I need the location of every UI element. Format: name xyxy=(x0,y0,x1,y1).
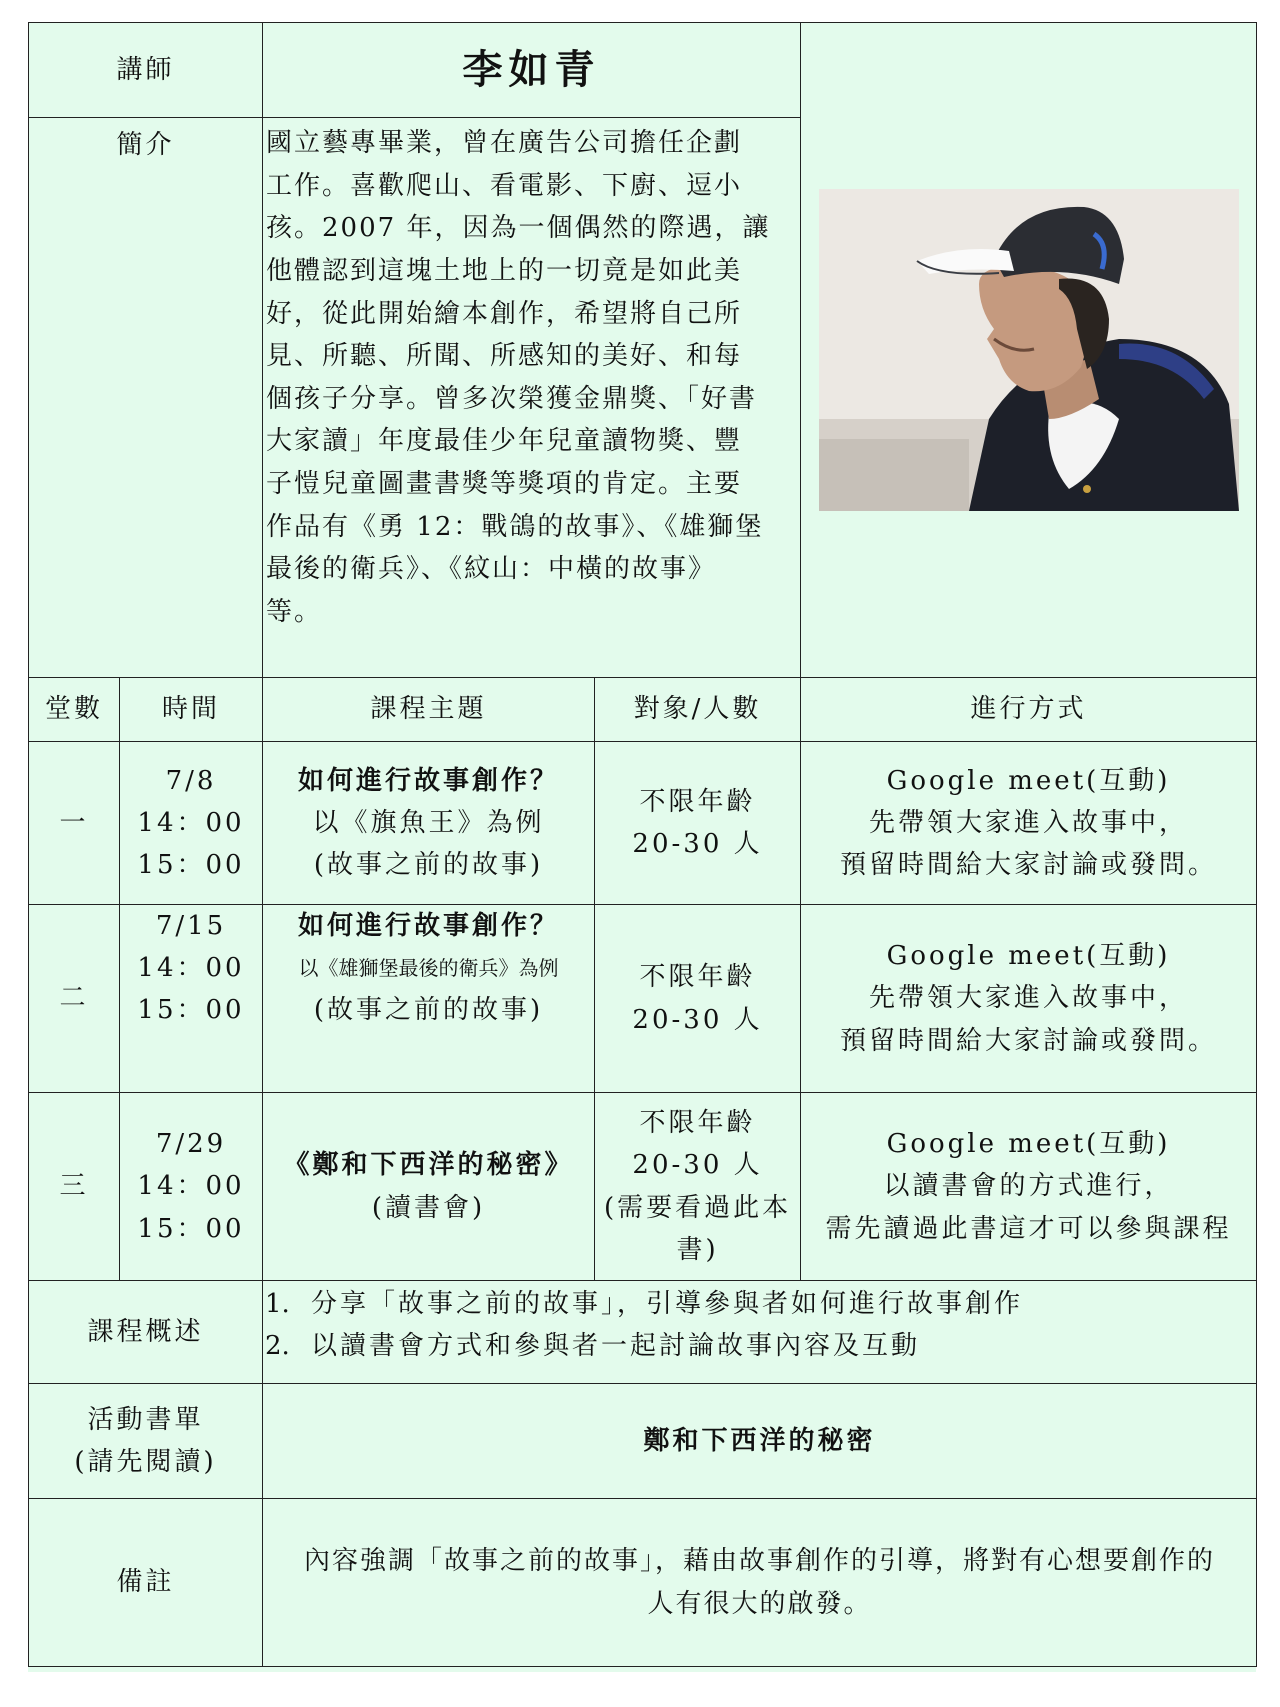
overview-label: 課程概述 xyxy=(29,1281,263,1384)
course-info-sheet xyxy=(28,22,1256,1672)
session-number: 三 xyxy=(29,1093,120,1281)
audience-line: 書) xyxy=(676,1234,719,1265)
session-number: 一 xyxy=(29,742,120,905)
session-time xyxy=(120,905,263,1093)
audience-line: 不限年齡 xyxy=(639,962,756,993)
topic-title: 《鄭和下西洋的秘密》 xyxy=(283,1150,574,1181)
session-time xyxy=(120,1093,263,1281)
session-start: 14：00 xyxy=(137,807,245,838)
session-topic xyxy=(263,1093,595,1281)
bio-line: 好，從此開始繪本創作，希望將自己所 xyxy=(266,298,743,329)
bio-line: 子愷兒童圖畫書獎等獎項的肯定。主要 xyxy=(266,469,743,499)
topic-title: 如何進行故事創作？ xyxy=(298,765,560,796)
audience-line: 20-30 人 xyxy=(632,829,763,859)
remarks-line: 人有很大的啟發。 xyxy=(647,1588,872,1619)
bio-line: 他體認到這塊土地上的一切竟是如此美 xyxy=(266,255,743,286)
session-method xyxy=(801,905,1257,1093)
booklist-title: 鄭和下西洋的秘密 xyxy=(263,1384,1257,1499)
header-topic: 課程主題 xyxy=(263,678,595,742)
session-start: 14：00 xyxy=(137,1171,245,1202)
topic-example: 以《雄獅堡最後的衛兵》為例 xyxy=(298,956,559,981)
course-table xyxy=(28,22,1257,1667)
bio-line: 作品有《勇 12：戰鴿的故事》、《雄獅堡 xyxy=(266,511,764,542)
remarks-text xyxy=(263,1499,1257,1667)
bio-line: 見、所聽、所聞、所感知的美好、和每 xyxy=(266,341,743,372)
method-line: 以讀書會的方式進行， xyxy=(883,1171,1174,1202)
list-item-number: 2. xyxy=(265,1331,290,1362)
method-line: Google meet(互動) xyxy=(886,941,1171,972)
header-time: 時間 xyxy=(120,678,263,742)
audience-line: (需要看過此本 xyxy=(603,1192,792,1223)
method-line: 先帶領大家進入故事中， xyxy=(869,807,1189,838)
list-item-number: 1. xyxy=(265,1289,290,1319)
table-row xyxy=(29,905,1257,1093)
method-line: 需先讀過此書這才可以參與課程 xyxy=(825,1213,1232,1244)
booklist-label-line2: (請先閱讀) xyxy=(74,1447,217,1477)
instructor-photo-cell xyxy=(801,23,1257,678)
table-row xyxy=(29,742,1257,905)
session-date: 7/29 xyxy=(155,1129,227,1160)
remarks-line: 內容強調「故事之前的故事」，藉由故事創作的引導，將對有心想要創作的 xyxy=(304,1546,1216,1577)
session-end: 15：00 xyxy=(137,1213,245,1244)
booklist-label-line1: 活動書單 xyxy=(87,1404,204,1435)
topic-note: (讀書會) xyxy=(371,1192,486,1223)
instructor-photo xyxy=(819,189,1239,511)
bio-line: 工作。喜歡爬山、看電影、下廚、逗小 xyxy=(266,170,743,201)
bio-text xyxy=(263,118,801,678)
instructor-name: 李如青 xyxy=(263,23,801,118)
list-item xyxy=(263,1283,1256,1325)
session-audience xyxy=(595,742,801,905)
method-line: 預留時間給大家討論或發問。 xyxy=(840,850,1218,881)
method-line: Google meet(互動) xyxy=(886,1129,1171,1160)
method-line: Google meet(互動) xyxy=(886,765,1171,796)
session-audience xyxy=(595,905,801,1093)
list-item-text: 分享「故事之前的故事」，引導參與者如何進行故事創作 xyxy=(311,1289,1024,1319)
topic-note: (故事之前的故事) xyxy=(313,850,544,881)
topic-title: 如何進行故事創作？ xyxy=(298,911,560,941)
bio-line: 個孩子分享。曾多次榮獲金鼎獎、「好書 xyxy=(266,383,758,414)
session-method xyxy=(801,1093,1257,1281)
session-topic xyxy=(263,905,595,1093)
session-date: 7/8 xyxy=(165,765,217,796)
bio-line: 最後的衛兵》、《紋山：中橫的故事》 xyxy=(266,554,717,585)
instructor-photo-illustration xyxy=(819,189,1239,511)
session-start: 14：00 xyxy=(137,953,245,984)
audience-line: 20-30 人 xyxy=(632,1150,763,1181)
header-method: 進行方式 xyxy=(801,678,1257,742)
session-end: 15：00 xyxy=(137,850,245,881)
booklist-label xyxy=(29,1384,263,1499)
session-audience xyxy=(595,1093,801,1281)
bio-line: 孩。2007 年，因為一個偶然的際遇，讓 xyxy=(266,213,771,244)
audience-line: 不限年齡 xyxy=(639,1108,756,1139)
topic-example: 以《旗魚王》為例 xyxy=(312,807,545,838)
list-item xyxy=(263,1325,1256,1367)
session-topic xyxy=(263,742,595,905)
bio-line: 等。 xyxy=(266,596,323,627)
session-time xyxy=(120,742,263,905)
instructor-label: 講師 xyxy=(29,23,263,118)
remarks-label: 備註 xyxy=(29,1499,263,1667)
session-date: 7/15 xyxy=(155,911,227,941)
header-session-number: 堂數 xyxy=(29,678,120,742)
topic-note: (故事之前的故事) xyxy=(313,995,544,1026)
method-line: 先帶領大家進入故事中， xyxy=(869,983,1189,1014)
overview-list xyxy=(263,1281,1257,1384)
bio-line: 國立藝專畢業，曾在廣告公司擔任企劃 xyxy=(266,128,743,158)
audience-line: 不限年齡 xyxy=(639,786,756,817)
bio-label: 簡介 xyxy=(29,118,263,678)
bio-line: 大家讀」年度最佳少年兒童讀物獎、豐 xyxy=(266,426,743,457)
session-method xyxy=(801,742,1257,905)
table-row xyxy=(29,1093,1257,1281)
audience-line: 20-30 人 xyxy=(632,1004,763,1035)
header-audience: 對象/人數 xyxy=(595,678,801,742)
session-number: 二 xyxy=(29,905,120,1093)
method-line: 預留時間給大家討論或發問。 xyxy=(840,1025,1218,1056)
session-end: 15：00 xyxy=(137,995,245,1026)
list-item-text: 以讀書會方式和參與者一起討論故事內容及互動 xyxy=(311,1331,921,1362)
